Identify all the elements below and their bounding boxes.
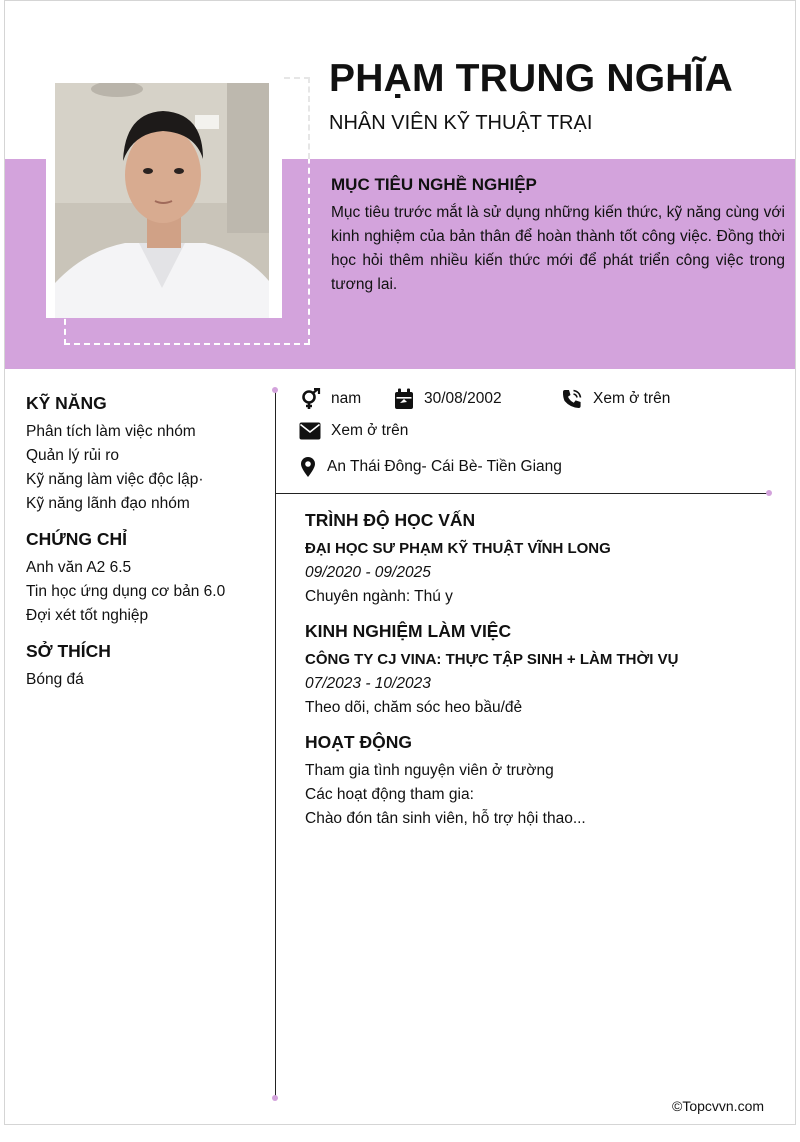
activity-item: Tham gia tình nguyện viên ở trường bbox=[305, 762, 554, 779]
skill-item: Kỹ năng làm việc độc lập· bbox=[26, 471, 204, 488]
footer-credit: ©Topcvvn.com bbox=[672, 1098, 765, 1114]
experience-detail: Theo dõi, chăm sóc heo bầu/đẻ bbox=[305, 699, 523, 716]
divider-dot-right bbox=[766, 490, 772, 496]
contact-gender bbox=[299, 388, 361, 410]
education-section bbox=[305, 510, 785, 609]
profile-photo bbox=[55, 83, 269, 318]
certificate-item: Tin học ứng dụng cơ bản 6.0 bbox=[26, 583, 226, 600]
hobbies-title: SỞ THÍCH bbox=[26, 641, 111, 661]
experience-title: KINH NGHIỆM LÀM VIỆC bbox=[305, 621, 512, 641]
vertical-divider bbox=[275, 390, 276, 1099]
left-column bbox=[26, 393, 266, 705]
skills-title: KỸ NĂNG bbox=[26, 393, 107, 413]
contact-email bbox=[299, 422, 408, 440]
gender-value: nam bbox=[331, 390, 362, 407]
experience-section bbox=[305, 621, 785, 720]
candidate-name: PHẠM TRUNG NGHĨA bbox=[329, 57, 734, 100]
divider-dot-top bbox=[272, 387, 278, 393]
email-value: Xem ở trên bbox=[331, 422, 409, 439]
divider-dot-bottom bbox=[272, 1095, 278, 1101]
profile-photo-image bbox=[55, 83, 269, 318]
skill-item: Kỹ năng lãnh đạo nhóm bbox=[26, 495, 190, 512]
cv-page bbox=[4, 0, 796, 1125]
objective-title: MỤC TIÊU NGHỀ NGHIỆP bbox=[331, 175, 537, 194]
certificate-item: Đợi xét tốt nghiệp bbox=[26, 607, 149, 624]
education-school: ĐẠI HỌC SƯ PHẠM KỸ THUẬT VĨNH LONG bbox=[305, 540, 611, 557]
certificates-section bbox=[26, 529, 266, 628]
birthday-value: 30/08/2002 bbox=[424, 390, 502, 407]
candidate-job-title: NHÂN VIÊN KỸ THUẬT TRẠI bbox=[329, 112, 593, 134]
contact-phone bbox=[561, 388, 670, 410]
location-icon bbox=[299, 456, 317, 478]
education-detail: Chuyên ngành: Thú y bbox=[305, 588, 453, 605]
hobby-item: Bóng đá bbox=[26, 671, 84, 688]
certificates-title: CHỨNG CHỈ bbox=[26, 529, 128, 549]
activity-item: Các hoạt động tham gia: bbox=[305, 786, 474, 803]
address-value: An Thái Đông- Cái Bè- Tiền Giang bbox=[327, 458, 562, 475]
activity-item: Chào đón tân sinh viên, hỗ trợ hội thao... bbox=[305, 810, 586, 827]
experience-period: 07/2023 - 10/2023 bbox=[305, 675, 431, 692]
hobbies-section bbox=[26, 641, 266, 692]
skill-item: Quản lý rủi ro bbox=[26, 447, 120, 464]
phone-value: Xem ở trên bbox=[593, 390, 671, 407]
phone-icon bbox=[561, 388, 583, 410]
activities-title: HOẠT ĐỘNG bbox=[305, 732, 412, 752]
contact-birthday bbox=[394, 388, 502, 410]
education-title: TRÌNH ĐỘ HỌC VẤN bbox=[305, 510, 476, 530]
activities-section bbox=[305, 732, 785, 831]
calendar-icon bbox=[394, 388, 414, 410]
contact-address bbox=[299, 456, 562, 478]
experience-company: CÔNG TY CJ VINA: THỰC TẬP SINH + LÀM THỜI VỤ bbox=[305, 651, 679, 668]
skills-section bbox=[26, 393, 266, 516]
gender-icon bbox=[299, 388, 321, 410]
horizontal-divider bbox=[275, 493, 769, 494]
objective-text: Mục tiêu trước mắt là sử dụng những kiến thức, kỹ năng cùng với kinh nghiệm của bản thân để hoàn thành tốt công việc. Đồng thời học hỏi thêm nhiều kiến thức mới để phát triển công việc trong tương lai. bbox=[331, 204, 785, 293]
certificate-item: Anh văn A2 6.5 bbox=[26, 559, 132, 576]
right-column bbox=[305, 510, 785, 843]
email-icon bbox=[299, 422, 321, 440]
education-period: 09/2020 - 09/2025 bbox=[305, 564, 431, 581]
skill-item: Phân tích làm việc nhóm bbox=[26, 423, 196, 440]
